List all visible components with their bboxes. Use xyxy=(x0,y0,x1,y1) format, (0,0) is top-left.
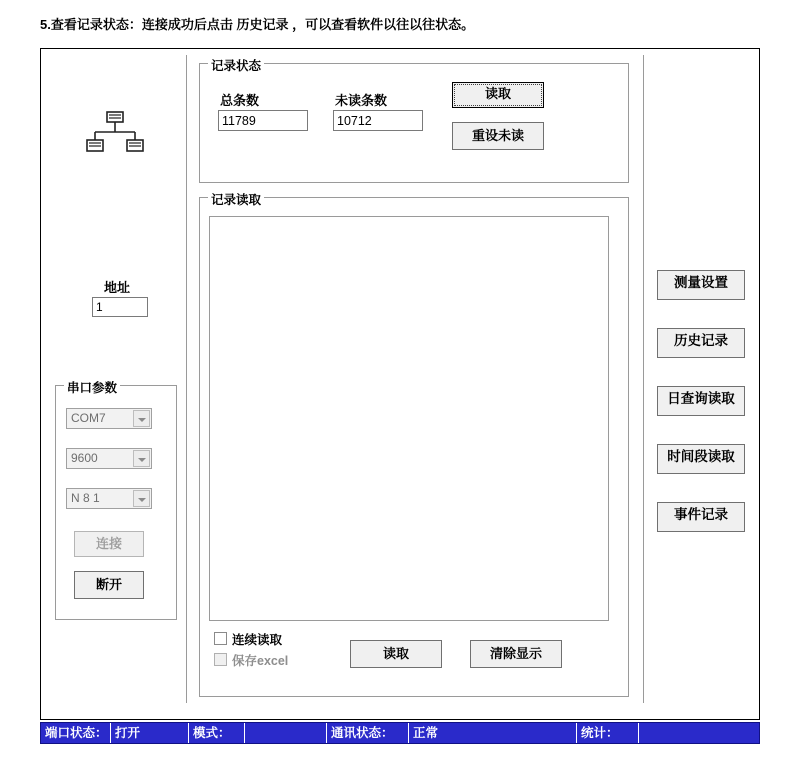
status-stat-value xyxy=(639,723,759,743)
continuous-read-checkbox[interactable] xyxy=(214,630,282,648)
record-list[interactable] xyxy=(209,216,609,621)
unread-count-input[interactable] xyxy=(333,110,423,131)
com-port-select[interactable] xyxy=(66,408,152,429)
event-records-button[interactable]: 事件记录 xyxy=(657,502,745,532)
total-count-label: 总条数 xyxy=(220,93,260,108)
instruction-text: 5.查看记录状态：连接成功后点击 历史记录 ，可以查看软件以往以往状态。 xyxy=(40,17,475,32)
read-status-button[interactable]: 读取 xyxy=(452,82,544,108)
status-port-value: 打开 xyxy=(111,723,189,743)
left-panel xyxy=(47,55,187,703)
checkbox-icon[interactable] xyxy=(214,632,227,645)
unread-count-label: 未读条数 xyxy=(335,93,388,108)
record-status-group xyxy=(199,59,629,183)
network-device-icon xyxy=(85,110,145,160)
chevron-down-icon[interactable] xyxy=(133,490,150,507)
status-mode-value xyxy=(245,723,327,743)
address-input[interactable] xyxy=(92,297,148,317)
baud-rate-select[interactable] xyxy=(66,448,152,469)
serial-params-group xyxy=(55,381,177,620)
clear-display-button[interactable]: 清除显示 xyxy=(470,640,562,668)
time-range-read-button[interactable]: 时间段读取 xyxy=(657,444,745,474)
status-comm-value: 正常 xyxy=(409,723,577,743)
save-excel-label: 保存excel xyxy=(232,654,289,668)
disconnect-button[interactable]: 断开 xyxy=(74,571,144,599)
history-records-button[interactable]: 历史记录 xyxy=(657,328,745,358)
serial-params-legend: 串口参数 xyxy=(64,378,120,396)
record-status-legend: 记录状态 xyxy=(208,56,264,74)
read-records-button[interactable]: 读取 xyxy=(350,640,442,668)
measure-settings-button[interactable]: 测量设置 xyxy=(657,270,745,300)
status-port-label: 端口状态： xyxy=(41,723,111,743)
record-read-legend: 记录读取 xyxy=(208,190,264,208)
status-bar xyxy=(40,722,760,744)
parity-select[interactable] xyxy=(66,488,152,509)
connect-button[interactable]: 连接 xyxy=(74,531,144,557)
record-read-group xyxy=(199,193,629,697)
checkbox-icon[interactable] xyxy=(214,653,227,666)
application-window xyxy=(40,48,760,720)
parity-value: N 8 1 xyxy=(71,491,100,505)
status-mode-label: 模式： xyxy=(189,723,245,743)
chevron-down-icon[interactable] xyxy=(133,450,150,467)
baud-rate-value: 9600 xyxy=(71,451,98,465)
continuous-read-label: 连续读取 xyxy=(232,633,283,647)
address-label: 地址 xyxy=(103,280,130,295)
reset-unread-button[interactable]: 重设未读 xyxy=(452,122,544,150)
save-excel-checkbox[interactable] xyxy=(214,651,288,669)
status-stat-label: 统计： xyxy=(577,723,639,743)
chevron-down-icon[interactable] xyxy=(133,410,150,427)
total-count-input[interactable] xyxy=(218,110,308,131)
daily-query-read-button[interactable]: 日查询读取 xyxy=(657,386,745,416)
com-port-value: COM7 xyxy=(71,411,106,425)
right-button-column xyxy=(643,55,755,703)
status-comm-label: 通讯状态： xyxy=(327,723,409,743)
